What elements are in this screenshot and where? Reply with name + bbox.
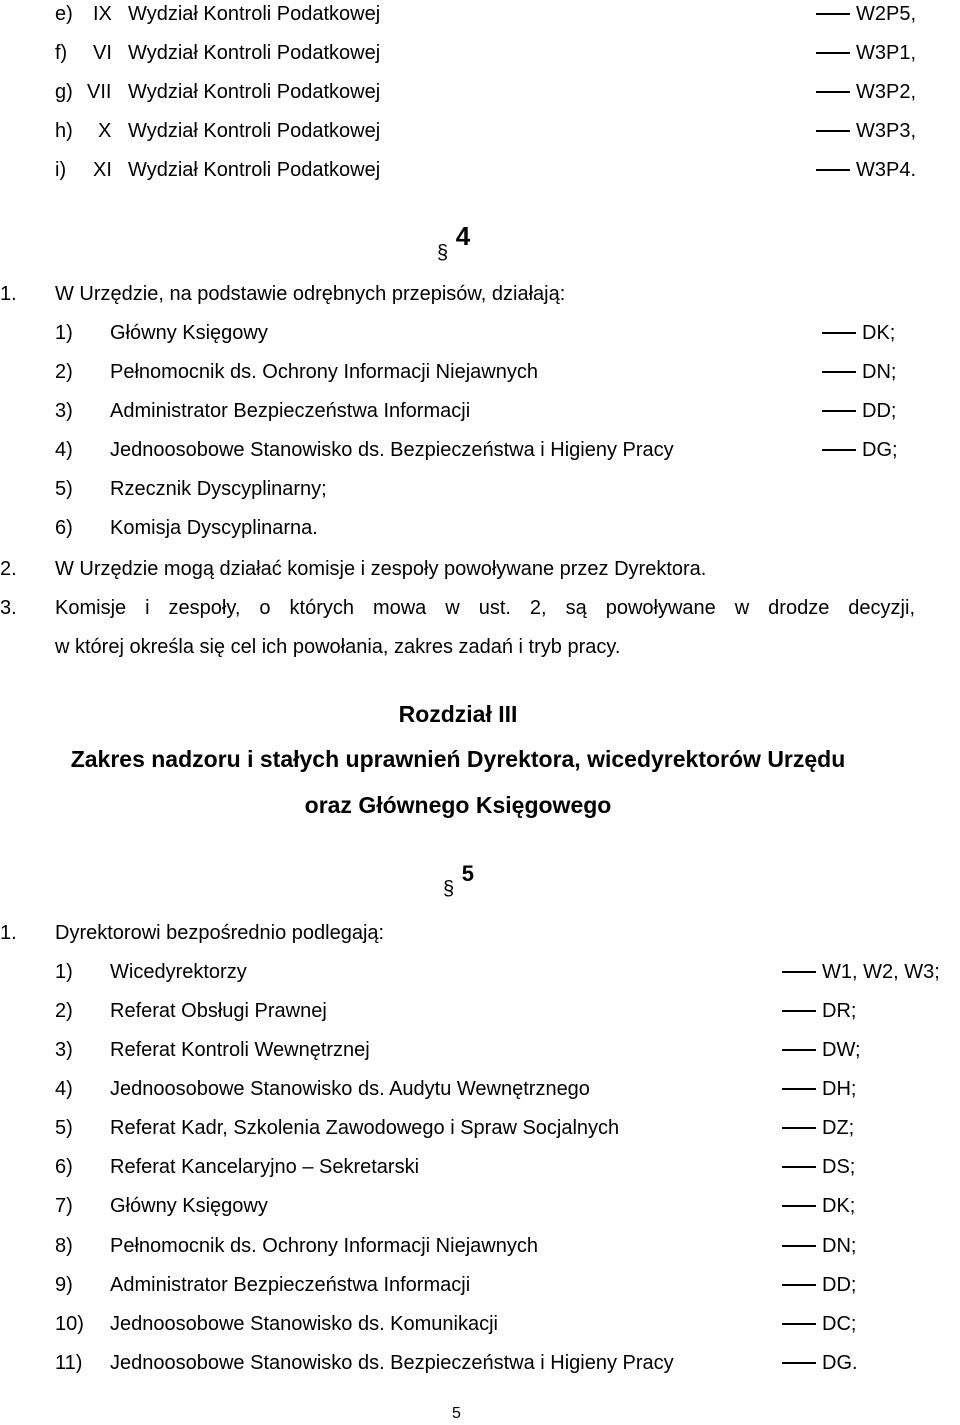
paragraph-symbol: § bbox=[443, 878, 455, 900]
paragraph-symbol: § bbox=[437, 242, 449, 264]
dash bbox=[782, 971, 816, 973]
dash bbox=[782, 1245, 816, 1247]
item-roman: IX bbox=[93, 3, 112, 25]
item-text: Pełnomocnik ds. Ochrony Informacji Niejawnych bbox=[110, 1235, 538, 1257]
dash bbox=[782, 1205, 816, 1207]
dash bbox=[782, 1127, 816, 1129]
item-number: 5) bbox=[55, 478, 73, 500]
dash bbox=[816, 13, 850, 15]
item-code: W3P3, bbox=[816, 119, 916, 143]
item-code: DD; bbox=[822, 399, 896, 423]
chapter-title: Rozdział III bbox=[398, 701, 518, 727]
item-text: Administrator Bezpieczeństwa Informacji bbox=[110, 1274, 471, 1296]
item-number: 4) bbox=[55, 439, 73, 461]
paragraph-text-continued: w której określa się cel ich powołania, zakres zadań i tryb pracy. bbox=[55, 636, 621, 658]
item-roman: VI bbox=[93, 42, 112, 64]
item-code: DG; bbox=[822, 438, 898, 462]
item-text: Referat Kancelaryjno – Sekretarski bbox=[110, 1156, 420, 1178]
item-code: DS; bbox=[782, 1155, 855, 1179]
item-code: DK; bbox=[782, 1194, 855, 1218]
dash bbox=[782, 1362, 816, 1364]
item-number: 6) bbox=[55, 1156, 73, 1178]
item-number: 5) bbox=[55, 1117, 73, 1139]
item-text: Referat Kadr, Szkolenia Zawodowego i Spraw Socjalnych bbox=[110, 1117, 620, 1139]
item-number: 8) bbox=[55, 1235, 73, 1257]
item-code: DZ; bbox=[782, 1116, 854, 1140]
item-roman: XI bbox=[93, 159, 112, 181]
section-number: 4 bbox=[455, 221, 471, 251]
item-text: Jednoosobowe Stanowisko ds. Bezpieczeństwa i Higieny Pracy bbox=[110, 439, 674, 461]
item-text: Rzecznik Dyscyplinarny; bbox=[110, 478, 327, 500]
dash bbox=[782, 1049, 816, 1051]
item-code: DW; bbox=[782, 1038, 861, 1062]
item-number: 11) bbox=[55, 1352, 83, 1374]
item-number: 2) bbox=[55, 1000, 73, 1022]
paragraph-number: 1. bbox=[0, 922, 17, 944]
section-number: 5 bbox=[461, 861, 474, 886]
page-number: 5 bbox=[452, 1405, 461, 1422]
item-text: Komisja Dyscyplinarna. bbox=[110, 517, 318, 539]
dash bbox=[782, 1166, 816, 1168]
item-text: Referat Obsługi Prawnej bbox=[110, 1000, 327, 1022]
item-roman: X bbox=[98, 120, 112, 142]
item-label: g) bbox=[55, 81, 73, 103]
item-text: Wydział Kontroli Podatkowej bbox=[128, 81, 381, 103]
chapter-subtitle: oraz Głównego Księgowego bbox=[304, 792, 612, 818]
item-code: DH; bbox=[782, 1077, 856, 1101]
dash bbox=[782, 1284, 816, 1286]
section-heading-5 bbox=[443, 861, 474, 900]
item-code: DK; bbox=[822, 321, 895, 345]
item-text: Jednoosobowe Stanowisko ds. Bezpieczeństwa i Higieny Pracy bbox=[110, 1352, 674, 1374]
item-number: 3) bbox=[55, 1039, 73, 1061]
item-text: Główny Księgowy bbox=[110, 322, 268, 344]
item-text: Administrator Bezpieczeństwa Informacji bbox=[110, 400, 471, 422]
item-text: Wydział Kontroli Podatkowej bbox=[128, 42, 381, 64]
dash bbox=[816, 130, 850, 132]
item-code: DD; bbox=[782, 1273, 856, 1297]
item-label: f) bbox=[55, 42, 68, 64]
item-code: W3P4. bbox=[816, 158, 916, 182]
item-code: DG. bbox=[782, 1351, 858, 1375]
item-number: 10) bbox=[55, 1313, 84, 1335]
item-code: DR; bbox=[782, 999, 856, 1023]
dash bbox=[822, 332, 856, 334]
item-code: DN; bbox=[782, 1234, 856, 1258]
dash bbox=[816, 52, 850, 54]
dash bbox=[816, 91, 850, 93]
item-number: 9) bbox=[55, 1274, 73, 1296]
chapter-subtitle: Zakres nadzoru i stałych uprawnień Dyrektora, wicedyrektorów Urzędu bbox=[70, 746, 846, 772]
item-label: e) bbox=[55, 3, 73, 25]
section-heading-4 bbox=[437, 221, 471, 264]
dash bbox=[822, 371, 856, 373]
item-number: 4) bbox=[55, 1078, 73, 1100]
item-text: Jednoosobowe Stanowisko ds. Komunikacji bbox=[110, 1313, 498, 1335]
dash bbox=[782, 1088, 816, 1090]
item-number: 3) bbox=[55, 400, 73, 422]
item-code: W1, W2, W3; bbox=[782, 960, 940, 984]
item-code: DN; bbox=[822, 360, 896, 384]
item-text: Wydział Kontroli Podatkowej bbox=[128, 120, 381, 142]
paragraph-number: 2. bbox=[0, 558, 17, 580]
item-code: W2P5, bbox=[816, 2, 916, 26]
item-text: Wicedyrektorzy bbox=[110, 961, 247, 983]
item-number: 6) bbox=[55, 517, 73, 539]
item-code: W3P2, bbox=[816, 80, 916, 104]
dash bbox=[822, 449, 856, 451]
item-text: Jednoosobowe Stanowisko ds. Audytu Wewnętrznego bbox=[110, 1078, 590, 1100]
paragraph-text: Dyrektorowi bezpośrednio podlegają: bbox=[55, 922, 385, 944]
item-number: 1) bbox=[55, 961, 73, 983]
item-label: h) bbox=[55, 120, 73, 142]
paragraph-number: 3. bbox=[0, 597, 17, 619]
item-code: W3P1, bbox=[816, 41, 916, 65]
item-text: Wydział Kontroli Podatkowej bbox=[128, 159, 381, 181]
dash bbox=[782, 1010, 816, 1012]
item-text: Wydział Kontroli Podatkowej bbox=[128, 3, 381, 25]
paragraph-text: Komisje i zespoły, o których mowa w ust. 2, są powoływane w drodze decyzji, bbox=[55, 597, 915, 619]
dash bbox=[822, 410, 856, 412]
dash bbox=[816, 169, 850, 171]
item-number: 7) bbox=[55, 1195, 73, 1217]
paragraph-text: W Urzędzie, na podstawie odrębnych przepisów, działają: bbox=[55, 283, 566, 305]
item-roman: VII bbox=[87, 81, 112, 103]
paragraph-number: 1. bbox=[0, 283, 17, 305]
paragraph-text: W Urzędzie mogą działać komisje i zespoły powoływane przez Dyrektora. bbox=[55, 558, 707, 580]
item-number: 2) bbox=[55, 361, 73, 383]
item-number: 1) bbox=[55, 322, 73, 344]
item-text: Referat Kontroli Wewnętrznej bbox=[110, 1039, 370, 1061]
dash bbox=[782, 1323, 816, 1325]
item-text: Pełnomocnik ds. Ochrony Informacji Niejawnych bbox=[110, 361, 538, 383]
item-text: Główny Księgowy bbox=[110, 1195, 268, 1217]
item-label: i) bbox=[55, 159, 67, 181]
item-code: DC; bbox=[782, 1312, 856, 1336]
